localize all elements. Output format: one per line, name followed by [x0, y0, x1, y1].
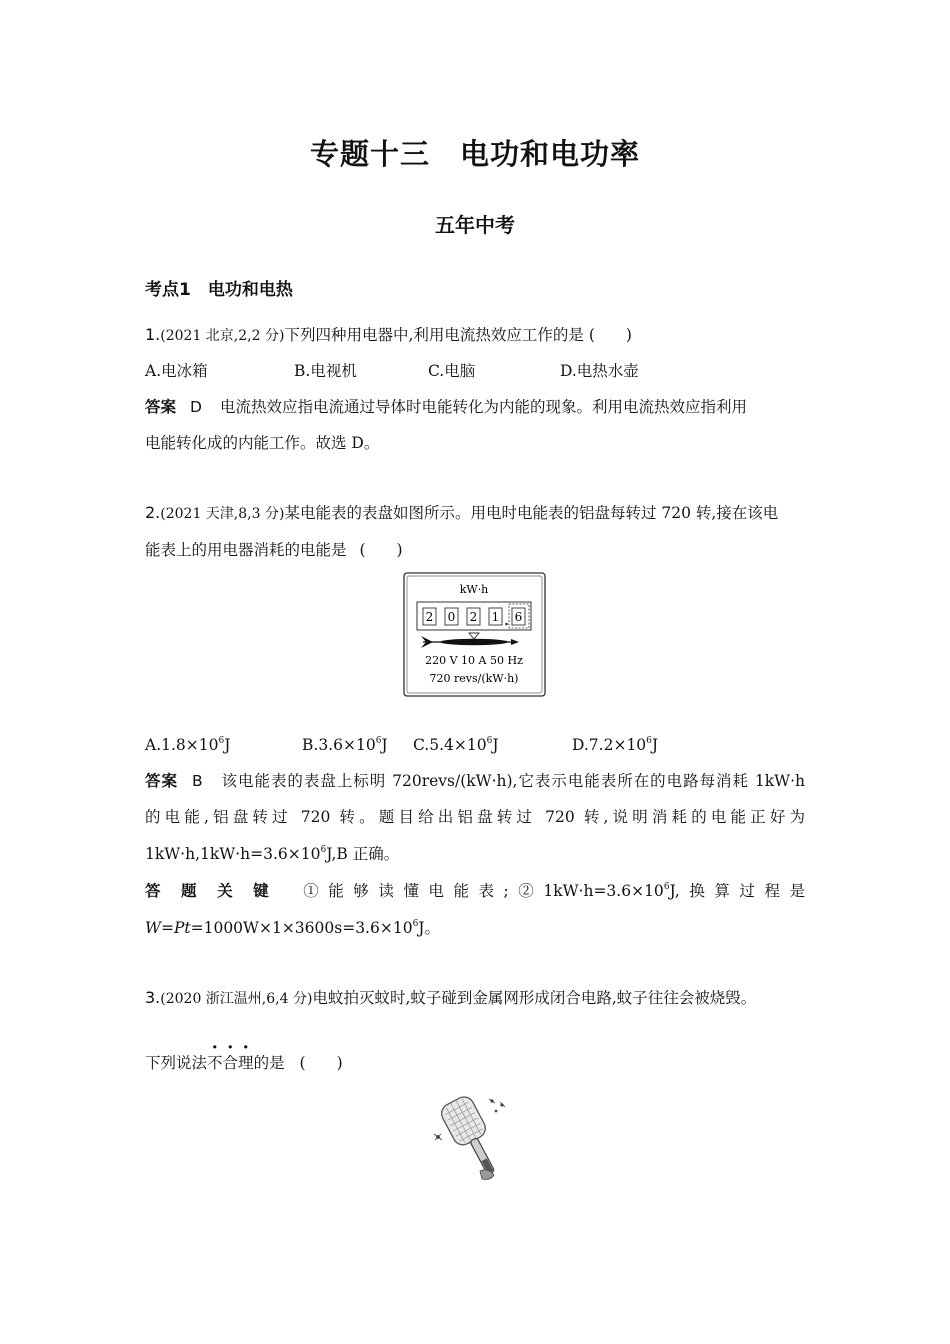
q1-option-b: B.电视机 [294, 362, 357, 380]
q3-stem [145, 987, 805, 1010]
q2-source: (2021 天津,8,3 分) [160, 506, 285, 522]
meter-digit-decimal: 6 [514, 610, 523, 624]
q3-source: (2020 浙江温州,6,4 分) [160, 991, 313, 1007]
section-heading: 考点1 电功和电热 [145, 280, 293, 300]
page-subtitle: 五年中考 [435, 213, 515, 237]
q2-option-c: $C.5.4\times 10^6J$ [413, 736, 499, 754]
q3-stem-line1: 电蚊拍灭蚊时,蚊子碰到金属网形成闭合电路,蚊子往往会被烧毁。 [312, 989, 757, 1007]
q3-emphasis-char-1: 不 [207, 1054, 223, 1072]
q2-key-point-line2: $W=Pt=1000W\times 1\times 3600s=3.6\times 10^6J$。 [145, 919, 441, 937]
page-title: 专题十三 电功和电功率 [309, 137, 640, 171]
q2-key-label: 答题关键 [145, 882, 290, 900]
q1-answer-label: 答案 [145, 398, 177, 416]
q3-emphasis-char-2: 合 [222, 1054, 239, 1072]
q1-bracket: ( ) [588, 326, 632, 344]
q2-number: 2. [145, 503, 161, 522]
q1-answer-line1: 电流热效应指电流通过导体时电能转化为内能的现象。利用电流热效应指利用 [219, 398, 747, 416]
q3-number: 3. [145, 988, 161, 1007]
q2-options [145, 734, 805, 756]
q1-answer-letter: D [190, 398, 202, 416]
q1-option-a: A.电冰箱 [145, 362, 208, 380]
q2-key-point: 答题关键 ①能够读懂电能表$;②1kW\cdot h=3.6\times 10^6J$,换算过程是 [145, 882, 806, 900]
q2-answer-line1: 该电能表的表盘上标明 720revs/(kW·h),它表示电能表所在的电路每消耗 1kW·h [220, 772, 805, 790]
q2-answer [145, 770, 805, 792]
q2-answer-letter: B [191, 772, 203, 790]
q2-option-a: $A.1.8\times 10^6J$ [145, 736, 231, 754]
q1-stem [145, 324, 805, 347]
meter-digit-2: 0 [447, 610, 456, 624]
electricity-meter-figure [403, 572, 546, 697]
q2-stem [145, 502, 805, 525]
q1-answer [145, 396, 805, 418]
q3-bracket: ( ) [299, 1054, 343, 1072]
q2-bracket: ( ) [359, 541, 403, 559]
q2-option-b: $B.3.6\times 10^6J$ [302, 736, 388, 754]
q2-answer-line2: 的电能,铝盘转过 720 转。题目给出铝盘转过 720 转,说明消耗的电能正好为 [145, 808, 805, 826]
q3-emphasis-char-3: 理 [238, 1054, 254, 1072]
meter-digit-3: 2 [469, 610, 478, 624]
q2-answer-line3: $1kW\cdot h,1kW\cdot h=3.6\times 10^6J,B$ 正确。 [145, 845, 400, 863]
q1-answer-line2: 电能转化成的内能工作。故选 D。 [145, 434, 380, 452]
q2-answer-label: 答案 [145, 772, 178, 790]
q3-stem-2: 下列说法不合理的是 ( ) [145, 1054, 343, 1072]
meter-digit-4: 1 [491, 610, 500, 624]
meter-digit-1: 2 [425, 610, 434, 624]
q1-options [145, 360, 805, 382]
q2-option-d: $D.7.2\times 10^6J$ [572, 736, 659, 754]
q1-option-c: C.电脑 [428, 362, 476, 380]
meter-unit-label: kW·h [459, 583, 489, 596]
q2-stem-line2: 能表上的用电器消耗的电能是 [145, 541, 347, 559]
q1-number: 1. [145, 325, 161, 344]
q1-stem-text: 下列四种用电器中,利用电流热效应工作的是 [284, 326, 584, 344]
mosquito-swatter-icon [430, 1093, 516, 1187]
q1-option-d: D.电热水壶 [560, 362, 639, 380]
meter-spec-line2: 720 revs/(kW·h) [429, 672, 519, 685]
q2-stem-line1: 某电能表的表盘如图所示。用电时电能表的铝盘每转过 720 转,接在该电 [284, 504, 779, 522]
q2-stem-2 [145, 539, 805, 561]
q1-source: (2021 北京,2,2 分) [160, 328, 285, 344]
meter-spec-line1: 220 V 10 A 50 Hz [425, 654, 523, 667]
